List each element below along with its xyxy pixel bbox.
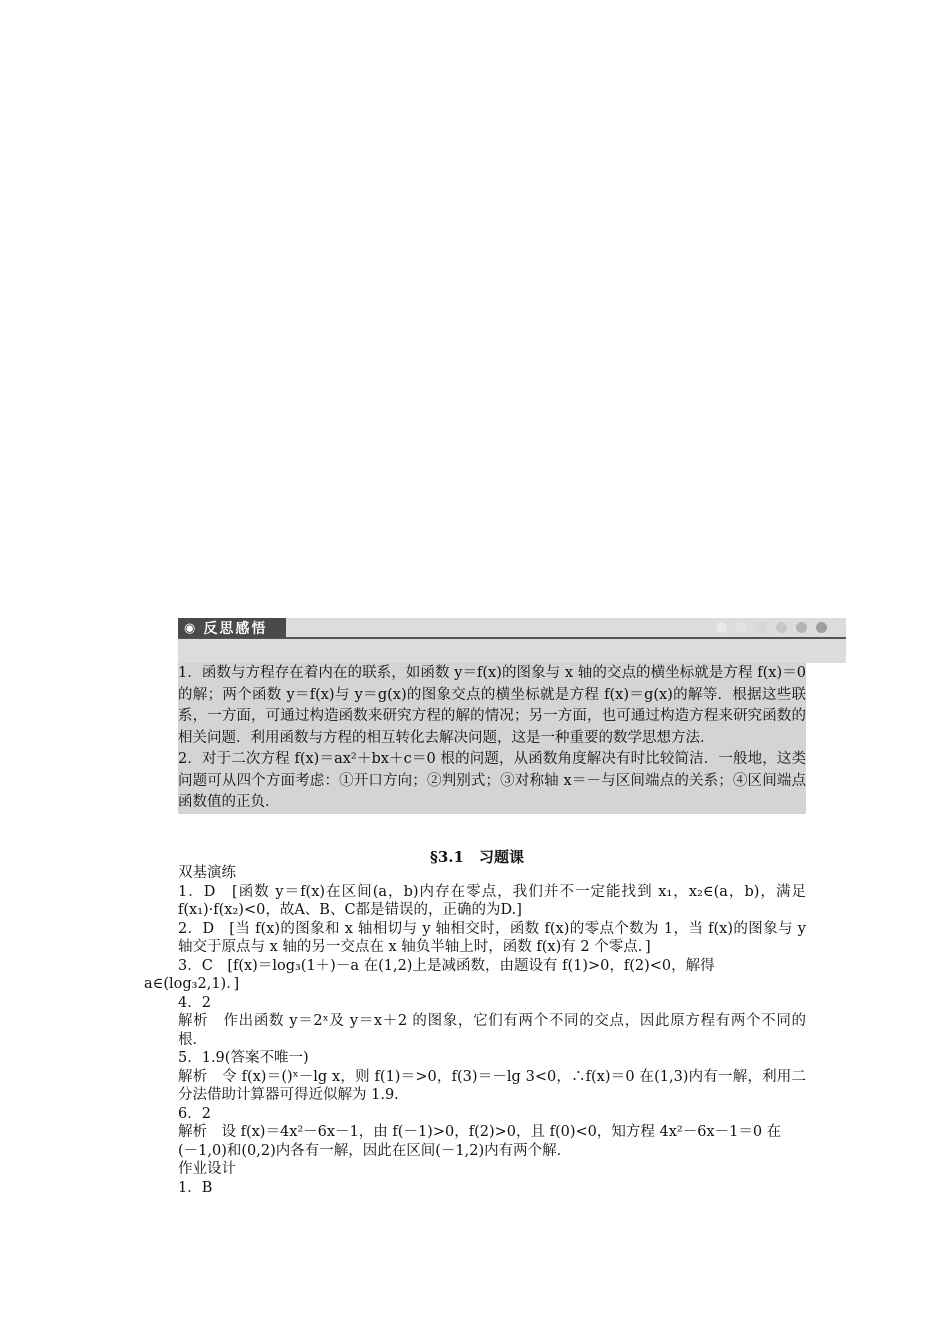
answer-item: 5．1.9(答案不唯一) — [178, 1050, 309, 1066]
answer-explanation: (－1,0)和(0,2)内各有一解，因此在区间(－1,2)内有两个解． — [178, 1142, 572, 1159]
reflection-paragraph-1: 1．函数与方程存在着内在的联系，如函数 y＝f(x)的图象与 x 轴的交点的横坐标就是方程 f(x)＝0 的解；两个函数 y＝f(x)与 y＝g(x)的图象交点的横坐标就是方程 f(x)＝g(x)的解等．根据这些联系，一方面，可通过构造函数来研究方程的解的情况；另一方面，也可通过构造方程来研究函数的相关问题．利用函数与方程的相互转化去解决问题，这是一种重要的数学思想方法． — [178, 663, 806, 749]
dot-icon — [776, 622, 787, 633]
answer-item: 1．D [函数 y＝f(x)在区间(a，b)内存在零点，我们并不一定能找到 x₁，x₂∈(a，b)，满足 f(x₁)·f(x₂)<0，故A、B、C都是错误的，正确的为D.] — [178, 883, 806, 918]
answer-heading: 作业设计 — [178, 1161, 236, 1177]
reflection-paragraph-2: 2．对于二次方程 f(x)＝ax²＋bx＋c＝0 根的问题，从函数角度解决有时比较简洁．一般地，这类问题可从四个方面考虑：①开口方向；②判别式；③对称轴 x＝－与区间端点的关系；④区间端点函数值的正负． — [178, 749, 806, 814]
reflection-header-title: 反思感悟 — [203, 621, 268, 637]
dot-icon — [716, 622, 727, 633]
answer-heading: 双基演练 — [178, 865, 236, 881]
answer-item: 2．D [当 f(x)的图象和 x 轴相切与 y 轴相交时，函数 f(x)的零点个数为 1，当 f(x)的图象与 y 轴交于原点与 x 轴的另一交点在 x 轴负半轴上时，函数 f(x)有 2 个零点．] — [178, 920, 806, 955]
answer-list — [144, 864, 806, 1197]
target-icon: ◉ — [184, 620, 198, 636]
decorative-dots — [716, 622, 827, 633]
answer-explanation: 解析 令 f(x)＝()ˣ－lg x，则 f(1)＝>0，f(3)＝－lg 3<0，∴f(x)＝0 在(1,3)内有一解，利用二分法借助计算器可得近似解为 1.9. — [178, 1068, 806, 1103]
dot-icon — [756, 622, 767, 633]
section-title: §3.1 习题课 — [430, 848, 524, 866]
answer-item: 1．B — [178, 1179, 213, 1196]
dot-icon — [796, 622, 807, 633]
reflection-header-tab — [178, 618, 286, 638]
answer-explanation: 解析 设 f(x)＝4x²－6x－1，由 f(－1)>0，f(2)>0，且 f(0)<0，知方程 4x²－6x－1＝0 在 — [178, 1124, 782, 1140]
answer-item: 3．C [f(x)＝log₃(1＋)－a 在(1,2)上是减函数，由题设有 f(1)>0，f(2)<0，解得 — [178, 957, 715, 974]
answer-item: 4．2 — [178, 994, 211, 1011]
answer-explanation: 解析 作出函数 y＝2ˣ及 y＝x＋2 的图象，它们有两个不同的交点，因此原方程有两个不同的根． — [178, 1013, 806, 1048]
dot-icon — [816, 622, 827, 633]
dot-icon — [736, 622, 747, 633]
reflection-body — [178, 663, 806, 814]
answer-item-continuation: a∈(log₃2,1)．] — [144, 976, 240, 992]
answer-item: 6．2 — [178, 1105, 211, 1122]
